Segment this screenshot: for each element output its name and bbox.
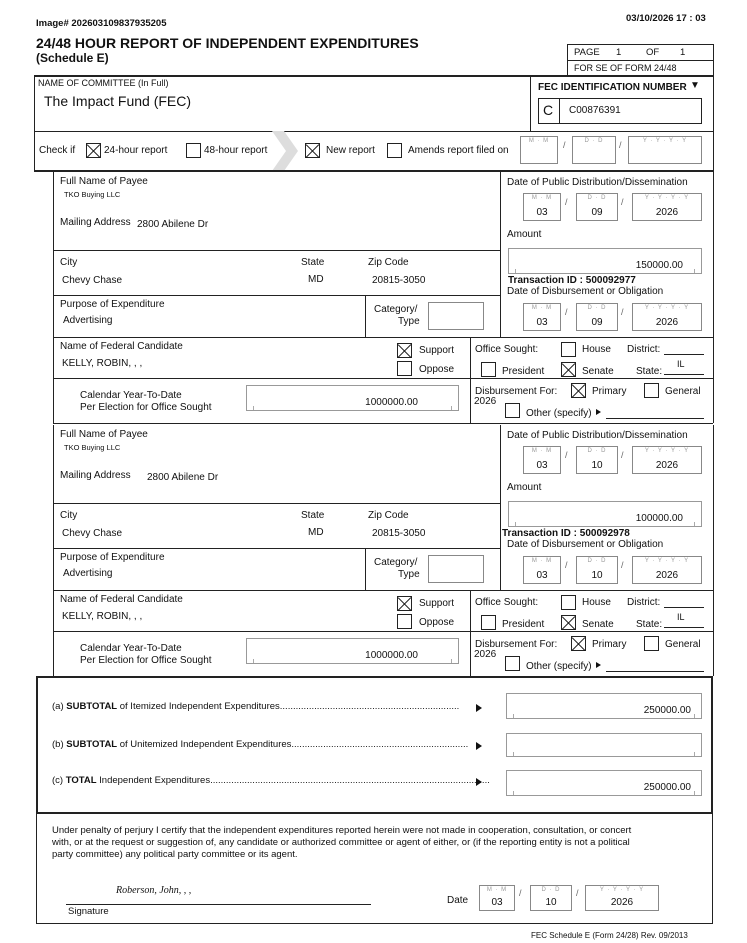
label-new-report: New report xyxy=(326,145,375,156)
state-label: State xyxy=(301,510,325,521)
distribution-day: D · D 10 xyxy=(576,446,618,474)
candidate-state: IL xyxy=(677,612,685,622)
disbursement-month: M · M 03 xyxy=(523,303,561,331)
primary-label: Primary xyxy=(592,386,627,397)
signer-name: Roberson, John, , , xyxy=(116,885,192,896)
payee-name: TKO Buying LLC xyxy=(64,443,121,452)
support-label: Support xyxy=(419,598,455,609)
distribution-day: D · D 09 xyxy=(576,193,618,221)
house-label: House xyxy=(582,344,611,355)
election-year: 2026 xyxy=(474,396,497,407)
primary-label: Primary xyxy=(592,639,627,650)
amount-label: Amount xyxy=(507,229,542,240)
general-label: General xyxy=(665,386,701,397)
cert-date-dd: D · D 10 xyxy=(530,885,572,911)
primary-checkbox[interactable] xyxy=(571,383,586,398)
amount-field: 100000.00 xyxy=(508,501,702,527)
president-label: President xyxy=(502,366,545,377)
disbursement-month: M · M 03 xyxy=(523,556,561,584)
chevron-right-icon xyxy=(272,131,298,171)
transaction-id: Transaction ID : 500092978 xyxy=(502,528,630,539)
distribution-month: M · M 03 xyxy=(523,446,561,474)
per-election-label: Per Election for Office Sought xyxy=(80,402,212,413)
zip-label: Zip Code xyxy=(368,510,409,521)
senate-checkbox[interactable] xyxy=(561,615,576,630)
category-label: Category/ xyxy=(374,557,418,568)
other-specify-line xyxy=(606,418,704,419)
disbursement-year: Y · Y · Y · Y 2026 xyxy=(632,556,702,584)
purpose-label: Purpose of Expenditure xyxy=(60,299,165,310)
checkbox-amends[interactable] xyxy=(387,143,402,158)
city-value: Chevy Chase xyxy=(62,528,123,539)
page-info-box xyxy=(567,44,714,76)
subtotal-a-row: (a) SUBTOTAL of Itemized Independent Expenditures.................................................................... xyxy=(52,701,460,712)
other-checkbox[interactable] xyxy=(505,403,520,418)
distribution-year: Y · Y · Y · Y 2026 xyxy=(632,446,702,474)
mailing-label: Mailing Address xyxy=(60,470,131,481)
mailing-label: Mailing Address xyxy=(60,217,131,228)
category-label: Category/ xyxy=(374,304,418,315)
checkbox-24-hour[interactable] xyxy=(86,143,101,158)
fec-prefix: C xyxy=(543,102,554,118)
zip-value: 20815-3050 xyxy=(372,275,426,286)
state-label: State xyxy=(301,257,325,268)
committee-top-rule xyxy=(34,75,714,77)
general-checkbox[interactable] xyxy=(644,383,659,398)
label-amends: Amends report filed on xyxy=(408,145,509,156)
office-sought-label: Office Sought: xyxy=(475,597,539,608)
arrow-right-icon xyxy=(596,662,601,668)
oppose-checkbox[interactable] xyxy=(397,614,412,629)
fec-id-label: FEC IDENTIFICATION NUMBER xyxy=(538,82,687,93)
oppose-checkbox[interactable] xyxy=(397,361,412,376)
state-value: MD xyxy=(308,274,324,285)
checkbox-new-report[interactable] xyxy=(305,143,320,158)
primary-checkbox[interactable] xyxy=(571,636,586,651)
image-id: Image# 202603109837935205 xyxy=(36,18,167,29)
for-se-label: FOR SE OF FORM 24/48 xyxy=(574,63,677,73)
senate-label: Senate xyxy=(582,366,614,377)
dropdown-arrow-icon: ▼ xyxy=(690,80,700,91)
certification-line-3: party committee) any political party committee or its agent. xyxy=(52,849,298,860)
support-checkbox[interactable] xyxy=(397,343,412,358)
category-field xyxy=(428,555,484,583)
cert-date-mm: M · M 03 xyxy=(479,885,515,911)
distribution-date-label: Date of Public Distribution/Dissemination xyxy=(507,177,688,188)
other-label: Other (specify) xyxy=(526,408,592,419)
per-election-label: Per Election for Office Sought xyxy=(80,655,212,666)
fec-id-field xyxy=(538,98,702,124)
office-sought-label: Office Sought: xyxy=(475,344,539,355)
purpose-value: Advertising xyxy=(63,568,113,579)
date-label: Date xyxy=(447,895,469,906)
candidate-label: Name of Federal Candidate xyxy=(60,341,183,352)
oppose-label: Oppose xyxy=(419,364,455,375)
other-checkbox[interactable] xyxy=(505,656,520,671)
disbursement-day: D · D 10 xyxy=(576,556,618,584)
payee-label: Full Name of Payee xyxy=(60,429,148,440)
page-label: PAGE xyxy=(574,47,600,58)
amends-date-mm[interactable]: M · M xyxy=(520,136,558,164)
distribution-date-label: Date of Public Distribution/Dissemination xyxy=(507,430,688,441)
calendar-ytd-label: Calendar Year-To-Date xyxy=(80,390,182,401)
candidate-name: KELLY, ROBIN, , , xyxy=(62,358,143,369)
type-label: Type xyxy=(398,316,420,327)
other-specify-line xyxy=(606,671,704,672)
arrow-right-icon xyxy=(476,778,482,786)
candidate-state: IL xyxy=(677,359,685,369)
support-checkbox[interactable] xyxy=(397,596,412,611)
total-c-row: (c) TOTAL Independent Expenditures.......................................................................................................... xyxy=(52,775,490,786)
election-year: 2026 xyxy=(474,649,497,660)
purpose-label: Purpose of Expenditure xyxy=(60,552,165,563)
house-checkbox[interactable] xyxy=(561,595,576,610)
house-label: House xyxy=(582,597,611,608)
cert-date-yyyy: Y · Y · Y · Y 2026 xyxy=(585,885,659,911)
committee-name-label: NAME OF COMMITTEE (In Full) xyxy=(38,78,169,88)
subtotal-a-field: 250000.00 xyxy=(506,693,702,719)
certification-line-2: with, or at the request or suggestion of, any candidate or authorized committee or agent of either, or (if the reporting entity is not a political xyxy=(52,837,630,848)
signature-label: Signature xyxy=(68,906,109,917)
state-value: MD xyxy=(308,527,324,538)
president-label: President xyxy=(502,619,545,630)
check-if-label: Check if xyxy=(39,145,76,156)
transaction-id: Transaction ID : 500092977 xyxy=(508,275,636,286)
payee-label: Full Name of Payee xyxy=(60,176,148,187)
arrow-right-icon xyxy=(596,409,601,415)
city-label: City xyxy=(60,510,78,521)
amends-date-dd[interactable]: D · D xyxy=(572,136,616,164)
distribution-month: M · M 03 xyxy=(523,193,561,221)
mailing-address: 2800 Abilene Dr xyxy=(137,219,209,230)
district-label: District: xyxy=(627,597,661,608)
purpose-value: Advertising xyxy=(63,315,113,326)
candidate-name: KELLY, ROBIN, , , xyxy=(62,611,143,622)
subtotal-b-field xyxy=(506,733,702,757)
candidate-label: Name of Federal Candidate xyxy=(60,594,183,605)
other-label: Other (specify) xyxy=(526,661,592,672)
form-title: 24/48 HOUR REPORT OF INDEPENDENT EXPENDITURES xyxy=(36,35,419,51)
district-line xyxy=(664,354,704,355)
president-checkbox[interactable] xyxy=(481,362,496,377)
zip-label: Zip Code xyxy=(368,257,409,268)
type-label: Type xyxy=(398,569,420,580)
state-short-label: State: xyxy=(636,366,663,377)
disbursement-for-label: Disbursement For: xyxy=(475,639,558,650)
state-short-label: State: xyxy=(636,619,663,630)
general-checkbox[interactable] xyxy=(644,636,659,651)
senate-checkbox[interactable] xyxy=(561,362,576,377)
subtotal-b-row: (b) SUBTOTAL of Unitemized Independent Expenditures................................................................... xyxy=(52,739,469,750)
calendar-ytd-field: 1000000.00 xyxy=(246,385,459,411)
calendar-ytd-field: 1000000.00 xyxy=(246,638,459,664)
label-24-hour: 24-hour report xyxy=(104,145,168,156)
arrow-right-icon xyxy=(476,742,482,750)
president-checkbox[interactable] xyxy=(481,615,496,630)
arrow-right-icon xyxy=(476,704,482,712)
signature-line xyxy=(66,904,371,905)
senate-label: Senate xyxy=(582,619,614,630)
amends-date-yyyy[interactable]: Y · Y · Y · Y xyxy=(628,136,702,164)
disbursement-day: D · D 09 xyxy=(576,303,618,331)
mailing-address: 2800 Abilene Dr xyxy=(147,472,219,483)
general-label: General xyxy=(665,639,701,650)
checkbox-48-hour[interactable] xyxy=(186,143,201,158)
form-footer: FEC Schedule E (Form 24/28) Rev. 09/2013 xyxy=(531,931,688,940)
page-number: 1 xyxy=(616,47,622,58)
of-label: OF xyxy=(646,47,660,58)
category-field xyxy=(428,302,484,330)
certification-line-1: Under penalty of perjury I certify that the independent expenditures reported herein were not made in cooperation, consultation, or concert xyxy=(52,825,632,836)
oppose-label: Oppose xyxy=(419,617,455,628)
house-checkbox[interactable] xyxy=(561,342,576,357)
support-label: Support xyxy=(419,345,455,356)
amount-field: 150000.00 xyxy=(508,248,702,274)
zip-value: 20815-3050 xyxy=(372,528,426,539)
disbursement-year: Y · Y · Y · Y 2026 xyxy=(632,303,702,331)
distribution-year: Y · Y · Y · Y 2026 xyxy=(632,193,702,221)
fec-id-value: C00876391 xyxy=(569,105,621,116)
district-label: District: xyxy=(627,344,661,355)
timestamp: 03/10/2026 17 : 03 xyxy=(626,13,706,24)
total-c-field: 250000.00 xyxy=(506,770,702,796)
amount-label: Amount xyxy=(507,482,542,493)
city-value: Chevy Chase xyxy=(62,275,123,286)
disbursement-date-label: Date of Disbursement or Obligation xyxy=(507,539,664,550)
disbursement-for-label: Disbursement For: xyxy=(475,386,558,397)
disbursement-date-label: Date of Disbursement or Obligation xyxy=(507,286,664,297)
city-label: City xyxy=(60,257,78,268)
label-48-hour: 48-hour report xyxy=(204,145,268,156)
page-total: 1 xyxy=(680,47,686,58)
calendar-ytd-label: Calendar Year-To-Date xyxy=(80,643,182,654)
payee-name: TKO Buying LLC xyxy=(64,190,121,199)
form-subtitle: (Schedule E) xyxy=(36,51,109,65)
district-line xyxy=(664,607,704,608)
committee-name: The Impact Fund (FEC) xyxy=(44,93,192,109)
